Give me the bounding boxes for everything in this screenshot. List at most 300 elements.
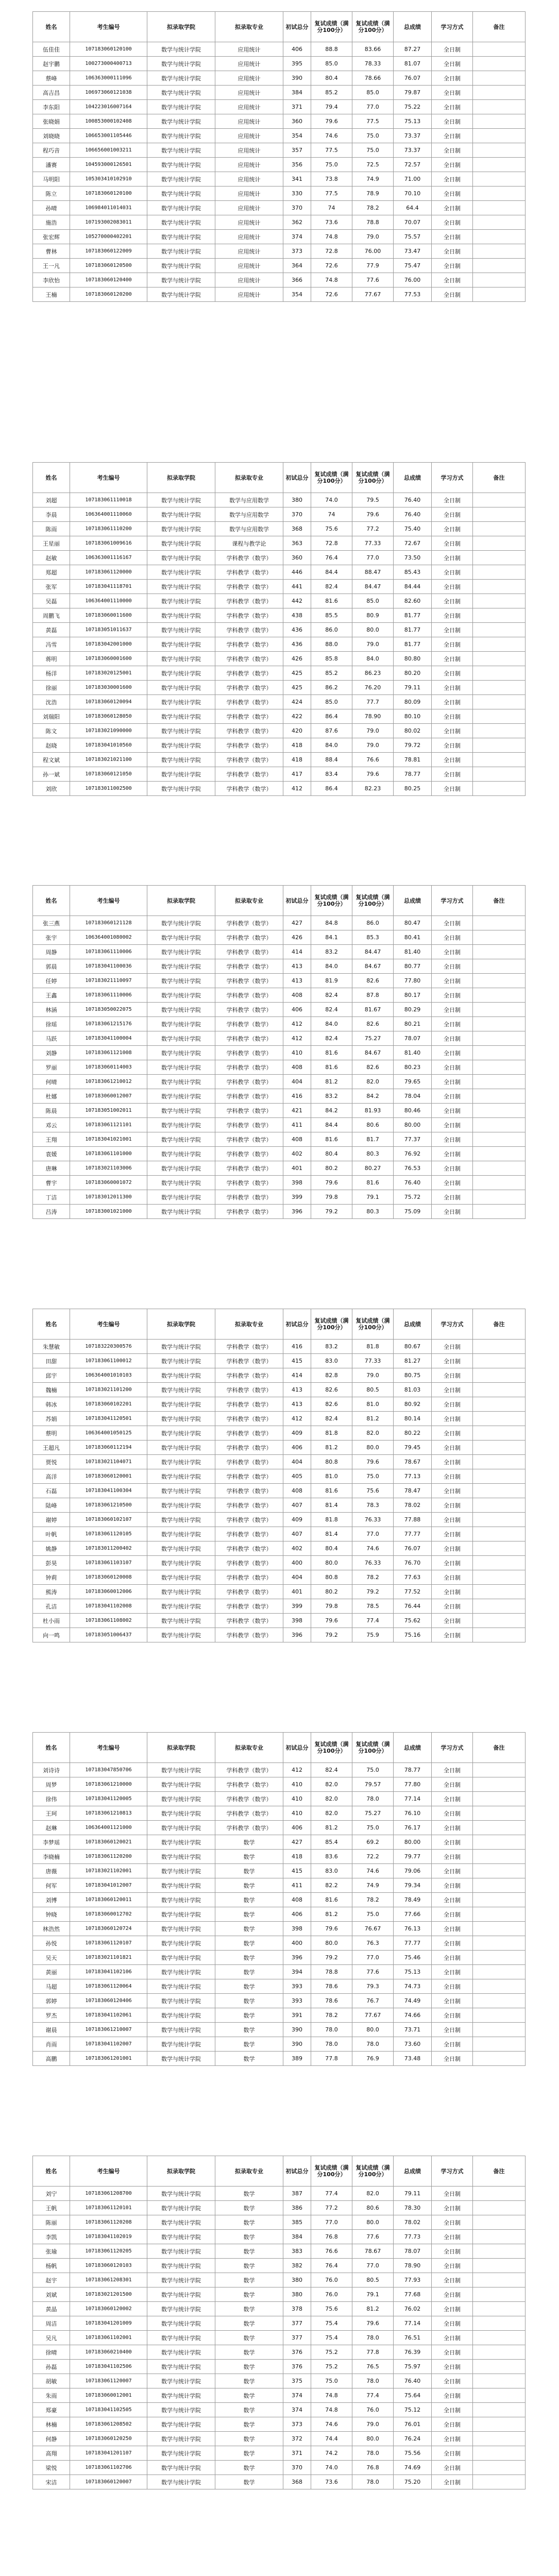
table-cell: 85.3 [352,930,394,945]
table-cell: 76.40 [394,507,432,522]
table-cell: 408 [283,1060,311,1075]
table-cell: 全日制 [432,1878,473,1893]
table-row [33,215,526,230]
table-cell: 高鹏 [33,2052,70,2066]
table-cell: 周洁 [33,2316,70,2331]
table-cell: 76.07 [394,1541,432,1556]
table-cell: 77.13 [394,1469,432,1484]
table-cell: 82.2 [311,1878,352,1893]
table-cell [473,1777,526,1792]
table-cell: 69.2 [352,1835,394,1850]
table-cell: 刘晓晓 [33,129,70,143]
table-cell: 学科教学（数学） [215,1031,283,1046]
table-cell: 85.0 [352,594,394,608]
table-cell: 86.23 [352,666,394,681]
table-cell [473,273,526,287]
table-cell: 408 [283,988,311,1003]
table-cell: 79.72 [394,738,432,753]
table-cell: 数学与统计学院 [147,2187,215,2201]
table-cell: 107183041102061 [70,2008,147,2023]
table-row [33,1570,526,1585]
table-cell [473,1628,526,1642]
table-cell: 79.0 [352,724,394,738]
table-cell [473,1176,526,1190]
table-cell: 王帆 [33,2201,70,2215]
table-row [33,1835,526,1850]
table-cell: 107183021101200 [70,1383,147,1397]
table-cell: 数学与统计学院 [147,1541,215,1556]
table-row [33,1484,526,1498]
table-cell [473,2475,526,2489]
table-cell [473,930,526,945]
table-cell: 全日制 [432,637,473,652]
table-cell [473,2403,526,2417]
table-cell: 75.13 [394,1965,432,1979]
table-cell: 数学与统计学院 [147,1893,215,1907]
table-cell: 391 [283,2008,311,2023]
table-cell: 全日制 [432,2230,473,2244]
table-cell: 数学与统计学院 [147,2446,215,2461]
table-cell: 79.65 [394,1075,432,1089]
table-cell: 数学与统计学院 [147,1763,215,1777]
table-cell: 376 [283,2345,311,2360]
table-cell: 74.0 [311,493,352,507]
table-cell [473,782,526,796]
table-cell: 全日制 [432,1205,473,1219]
table-cell: 107183041100004 [70,1031,147,1046]
table-row [33,753,526,767]
table-row [33,782,526,796]
table-cell: 全日制 [432,959,473,974]
table-row [33,1412,526,1426]
table-cell: 409 [283,1426,311,1440]
table-cell: 80.0 [352,2215,394,2230]
table-cell: 79.2 [311,1205,352,1219]
table-cell: 373 [283,244,311,259]
table-cell: 77.93 [394,2273,432,2287]
column-header: 备注 [473,12,526,42]
table-cell: 398 [283,1614,311,1628]
column-header: 总成绩 [394,463,432,493]
table-row [33,959,526,974]
table-cell: 课程与教学论 [215,536,283,551]
table-cell: 伍佳佳 [33,42,70,57]
table-cell: 全日制 [432,580,473,594]
table-cell: 107183060120100 [70,42,147,57]
table-cell: 79.2 [311,1951,352,1965]
table-cell: 107183220300576 [70,1340,147,1354]
table-cell: 79.06 [394,1864,432,1878]
table-cell: 施浩 [33,215,70,230]
table-cell: 77.80 [394,1777,432,1792]
table-cell: 76.4 [311,2259,352,2273]
table-cell [473,1190,526,1205]
table-cell: 84.47 [352,945,394,959]
table-cell: 数学与统计学院 [147,1878,215,1893]
table-cell: 373 [283,2417,311,2432]
table-cell: 全日制 [432,608,473,623]
table-cell: 75.64 [394,2388,432,2403]
table-cell [473,1469,526,1484]
table-cell: 数学与统计学院 [147,695,215,709]
table-cell: 应用统计 [215,114,283,129]
table-cell: 107183021021100 [70,753,147,767]
table-cell: 107183060120007 [70,2475,147,2489]
table-cell: 75.0 [352,1907,394,1922]
table-row [33,1614,526,1628]
table-cell: 学科教学（数学） [215,652,283,666]
table-cell: 107183021101821 [70,1951,147,1965]
table-row [33,1936,526,1951]
admission-roster-table [32,462,526,796]
table-cell: 85.5 [311,608,352,623]
column-header: 姓名 [33,886,70,916]
table-cell: 75.0 [352,143,394,158]
table-cell: 76.0 [352,2403,394,2417]
table-cell: 75.0 [311,2374,352,2388]
table-cell: 80.0 [311,1936,352,1951]
table-cell: 张军 [33,580,70,594]
table-cell: 77.0 [311,2215,352,2230]
table-cell: 全日制 [432,1792,473,1806]
table-row [33,2037,526,2052]
table-cell: 全日制 [432,2316,473,2331]
table-cell: 张宏辉 [33,230,70,244]
table-cell [473,1513,526,1527]
table-cell: 数学与统计学院 [147,988,215,1003]
table-cell: 全日制 [432,709,473,724]
table-row [33,1426,526,1440]
table-row [33,2446,526,2461]
table-cell: 415 [283,1864,311,1878]
table-cell: 全日制 [432,1089,473,1104]
table-cell [473,2259,526,2273]
table-cell: 75.9 [352,1628,394,1642]
table-cell: 82.4 [311,988,352,1003]
column-header: 复试成绩（满分100分） [352,463,394,493]
table-cell: 全日制 [432,695,473,709]
table-cell: 421 [283,1104,311,1118]
table-row [33,2215,526,2230]
table-cell: 数学 [215,1835,283,1850]
table-cell: 107183041120005 [70,1792,147,1806]
table-cell: 数学与统计学院 [147,1850,215,1864]
table-cell: 77.66 [394,1907,432,1922]
table-cell [473,1922,526,1936]
table-cell: 数学与统计学院 [147,1599,215,1614]
table-cell: 周静 [33,945,70,959]
table-cell: 孙磊 [33,2360,70,2374]
table-cell: 数学与统计学院 [147,1161,215,1176]
table-cell [473,1936,526,1951]
table-cell: 高洋 [33,1469,70,1484]
table-cell: 371 [283,100,311,114]
table-cell: 74 [311,507,352,522]
table-cell: 80.67 [394,1340,432,1354]
table-cell: 数学与应用数学 [215,522,283,536]
table-cell: 79.4 [311,100,352,114]
table-cell: 74.49 [394,1994,432,2008]
table-cell: 周梦 [33,1777,70,1792]
table-cell: 81.9 [311,974,352,988]
table-cell: 81.4 [311,1498,352,1513]
table-cell [473,695,526,709]
table-cell: 数学与统计学院 [147,2215,215,2230]
table-row [33,1383,526,1397]
table-cell: 学科教学（数学） [215,623,283,637]
table-row [33,1017,526,1031]
column-header: 拟录取专业 [215,463,283,493]
table-cell: 全日制 [432,1440,473,1455]
table-cell: 330 [283,187,311,201]
table-cell: 数学与统计学院 [147,1176,215,1190]
table-cell [473,1397,526,1412]
table-cell [473,2345,526,2360]
admission-roster-table [32,885,526,1219]
table-cell: 107183061215176 [70,1017,147,1031]
table-row [33,1864,526,1878]
table-row [33,536,526,551]
table-cell: 全日制 [432,2259,473,2273]
column-header: 拟录取专业 [215,886,283,916]
table-cell: 数学与统计学院 [147,1118,215,1132]
table-cell: 107183061101000 [70,1147,147,1161]
table-cell: 数学与统计学院 [147,974,215,988]
column-header: 拟录取学院 [147,1309,215,1340]
table-cell: 377 [283,2331,311,2345]
table-cell: 406 [283,1821,311,1835]
table-cell: 学科教学（数学） [215,974,283,988]
table-cell: 全日制 [432,916,473,930]
table-cell: 80.77 [394,959,432,974]
table-cell: 75.0 [352,1821,394,1835]
table-cell: 75.72 [394,1190,432,1205]
table-cell [473,2432,526,2446]
table-cell: 77.67 [352,2008,394,2023]
table-cell: 应用统计 [215,187,283,201]
column-header: 初试总分 [283,2156,311,2187]
table-row [33,2287,526,2302]
table-cell: 数学与统计学院 [147,1455,215,1469]
table-cell: 全日制 [432,988,473,1003]
table-row [33,2201,526,2215]
table-cell: 全日制 [432,230,473,244]
table-cell: 学科教学（数学） [215,1541,283,1556]
table-cell: 数学与统计学院 [147,1412,215,1426]
table-cell: 400 [283,1936,311,1951]
table-cell: 李晨 [33,507,70,522]
table-cell: 79.0 [352,2417,394,2432]
table-cell: 107183060120400 [70,273,147,287]
table-cell: 107183041118701 [70,580,147,594]
table-cell: 数学与统计学院 [147,1498,215,1513]
table-cell: 全日制 [432,2023,473,2037]
table-row [33,1541,526,1556]
table-cell: 390 [283,71,311,86]
table-cell: 82.6 [352,974,394,988]
table-cell: 436 [283,623,311,637]
table-cell: 学科教学（数学） [215,681,283,695]
table-cell: 77.53 [394,287,432,302]
table-cell: 全日制 [432,2201,473,2215]
table-cell: 数学与统计学院 [147,1777,215,1792]
table-cell: 全日制 [432,1513,473,1527]
column-header: 备注 [473,463,526,493]
table-cell [473,1893,526,1907]
table-cell: 390 [283,2037,311,2052]
table-cell: 398 [283,1176,311,1190]
table-cell: 84.4 [311,1118,352,1132]
table-cell: 107183061110006 [70,945,147,959]
table-cell: 数学与统计学院 [147,1527,215,1541]
table-cell: 76.9 [352,2052,394,2066]
table-cell: 83.4 [311,767,352,782]
table-cell: 全日制 [432,551,473,565]
table-cell: 全日制 [432,1046,473,1060]
table-row [33,551,526,565]
table-cell: 79.6 [352,2316,394,2331]
table-cell: 80.02 [394,724,432,738]
table-cell: 84.67 [352,1046,394,1060]
table-cell: 数学与统计学院 [147,1147,215,1161]
table-cell: 学科教学（数学） [215,1046,283,1060]
table-cell: 107183060122009 [70,244,147,259]
table-cell: 77.63 [394,1570,432,1585]
table-cell: 74.69 [394,2461,432,2475]
table-cell: 全日制 [432,2302,473,2316]
table-cell: 数学 [215,2008,283,2023]
table-cell: 78.77 [394,1763,432,1777]
table-cell: 数学 [215,2273,283,2287]
table-cell: 数学与统计学院 [147,608,215,623]
table-cell: 73.60 [394,2037,432,2052]
column-header: 复试成绩（满分100分） [352,1733,394,1763]
table-cell: 412 [283,782,311,796]
table-cell: 107183060120406 [70,1994,147,2008]
table-cell: 81.4 [311,1527,352,1541]
table-cell: 全日制 [432,1003,473,1017]
table-cell: 107183047850706 [70,1763,147,1777]
table-cell: 354 [283,287,311,302]
table-cell: 孙一斌 [33,767,70,782]
table-cell: 79.77 [394,1850,432,1864]
table-cell [473,2287,526,2302]
table-cell: 数学与统计学院 [147,1205,215,1219]
table-cell: 学科教学（数学） [215,1147,283,1161]
table-cell [473,1850,526,1864]
table-cell [473,201,526,215]
table-cell: 数学与统计学院 [147,1397,215,1412]
table-cell: 82.6 [352,1060,394,1075]
table-cell: 张瑜 [33,2244,70,2259]
table-cell: 81.6 [311,1132,352,1147]
table-cell: 357 [283,143,311,158]
table-row [33,2259,526,2273]
table-cell: 86.2 [311,681,352,695]
table-row [33,1060,526,1075]
table-cell: 106364001010103 [70,1368,147,1383]
table-cell [473,594,526,608]
table-cell: 75.2 [311,2345,352,2360]
table-cell [473,114,526,129]
table-cell: 数学与统计学院 [147,1368,215,1383]
table-cell: 数学与统计学院 [147,2432,215,2446]
table-cell [473,738,526,753]
table-cell: 数学与统计学院 [147,1440,215,1455]
table-row [33,1003,526,1017]
table-cell: 数学与统计学院 [147,1821,215,1835]
table-cell: 学科教学（数学） [215,1777,283,1792]
table-cell: 106363001116167 [70,551,147,565]
table-cell: 数学与统计学院 [147,1965,215,1979]
table-cell: 全日制 [432,215,473,230]
table-row [33,259,526,273]
column-header: 拟录取专业 [215,2156,283,2187]
table-cell: 374 [283,230,311,244]
table-cell: 数学与统计学院 [147,1513,215,1527]
column-header: 初试总分 [283,463,311,493]
table-cell: 107183061210012 [70,1075,147,1089]
table-cell: 数学 [215,1936,283,1951]
table-cell: 学科教学（数学） [215,1556,283,1570]
column-header: 复试成绩（满分100分） [311,12,352,42]
table-cell [473,1806,526,1821]
table-cell: 数学与统计学院 [147,1031,215,1046]
table-cell: 75.0 [311,158,352,172]
table-cell: 81.77 [394,637,432,652]
table-cell: 邓云 [33,1118,70,1132]
table-row [33,1455,526,1469]
table-cell: 81.2 [311,1440,352,1455]
table-cell: 数学与统计学院 [147,623,215,637]
table-cell: 80.27 [352,1161,394,1176]
table-cell: 数学与统计学院 [147,273,215,287]
column-header: 姓名 [33,1733,70,1763]
table-row [33,1965,526,1979]
table-cell: 396 [283,1205,311,1219]
table-row [33,709,526,724]
table-row [33,100,526,114]
table-row [33,767,526,782]
table-cell: 75.22 [394,100,432,114]
table-cell: 全日制 [432,2187,473,2201]
table-cell: 82.4 [311,1003,352,1017]
table-cell: 107183051006437 [70,1628,147,1642]
table-cell: 77.0 [352,100,394,114]
table-cell: 70.10 [394,187,432,201]
table-cell: 胡敏 [33,2374,70,2388]
table-cell: 418 [283,753,311,767]
table-row [33,1161,526,1176]
table-row [33,681,526,695]
table-cell: 412 [283,1017,311,1031]
table-cell: 数学与统计学院 [147,2052,215,2066]
table-cell: 104223016007164 [70,100,147,114]
table-row [33,1190,526,1205]
table-cell: 程巧音 [33,143,70,158]
table-cell: 107183061210500 [70,1498,147,1513]
table-cell [473,1075,526,1089]
table-row [33,1763,526,1777]
table-cell: 80.41 [394,930,432,945]
table-cell: 107183060012007 [70,1089,147,1104]
table-cell: 84.67 [352,959,394,974]
table-cell: 100273000400713 [70,57,147,71]
table-cell: 81.0 [311,1469,352,1484]
table-cell: 406 [283,42,311,57]
table-cell: 385 [283,2215,311,2230]
table-cell: 杜娜 [33,1089,70,1104]
